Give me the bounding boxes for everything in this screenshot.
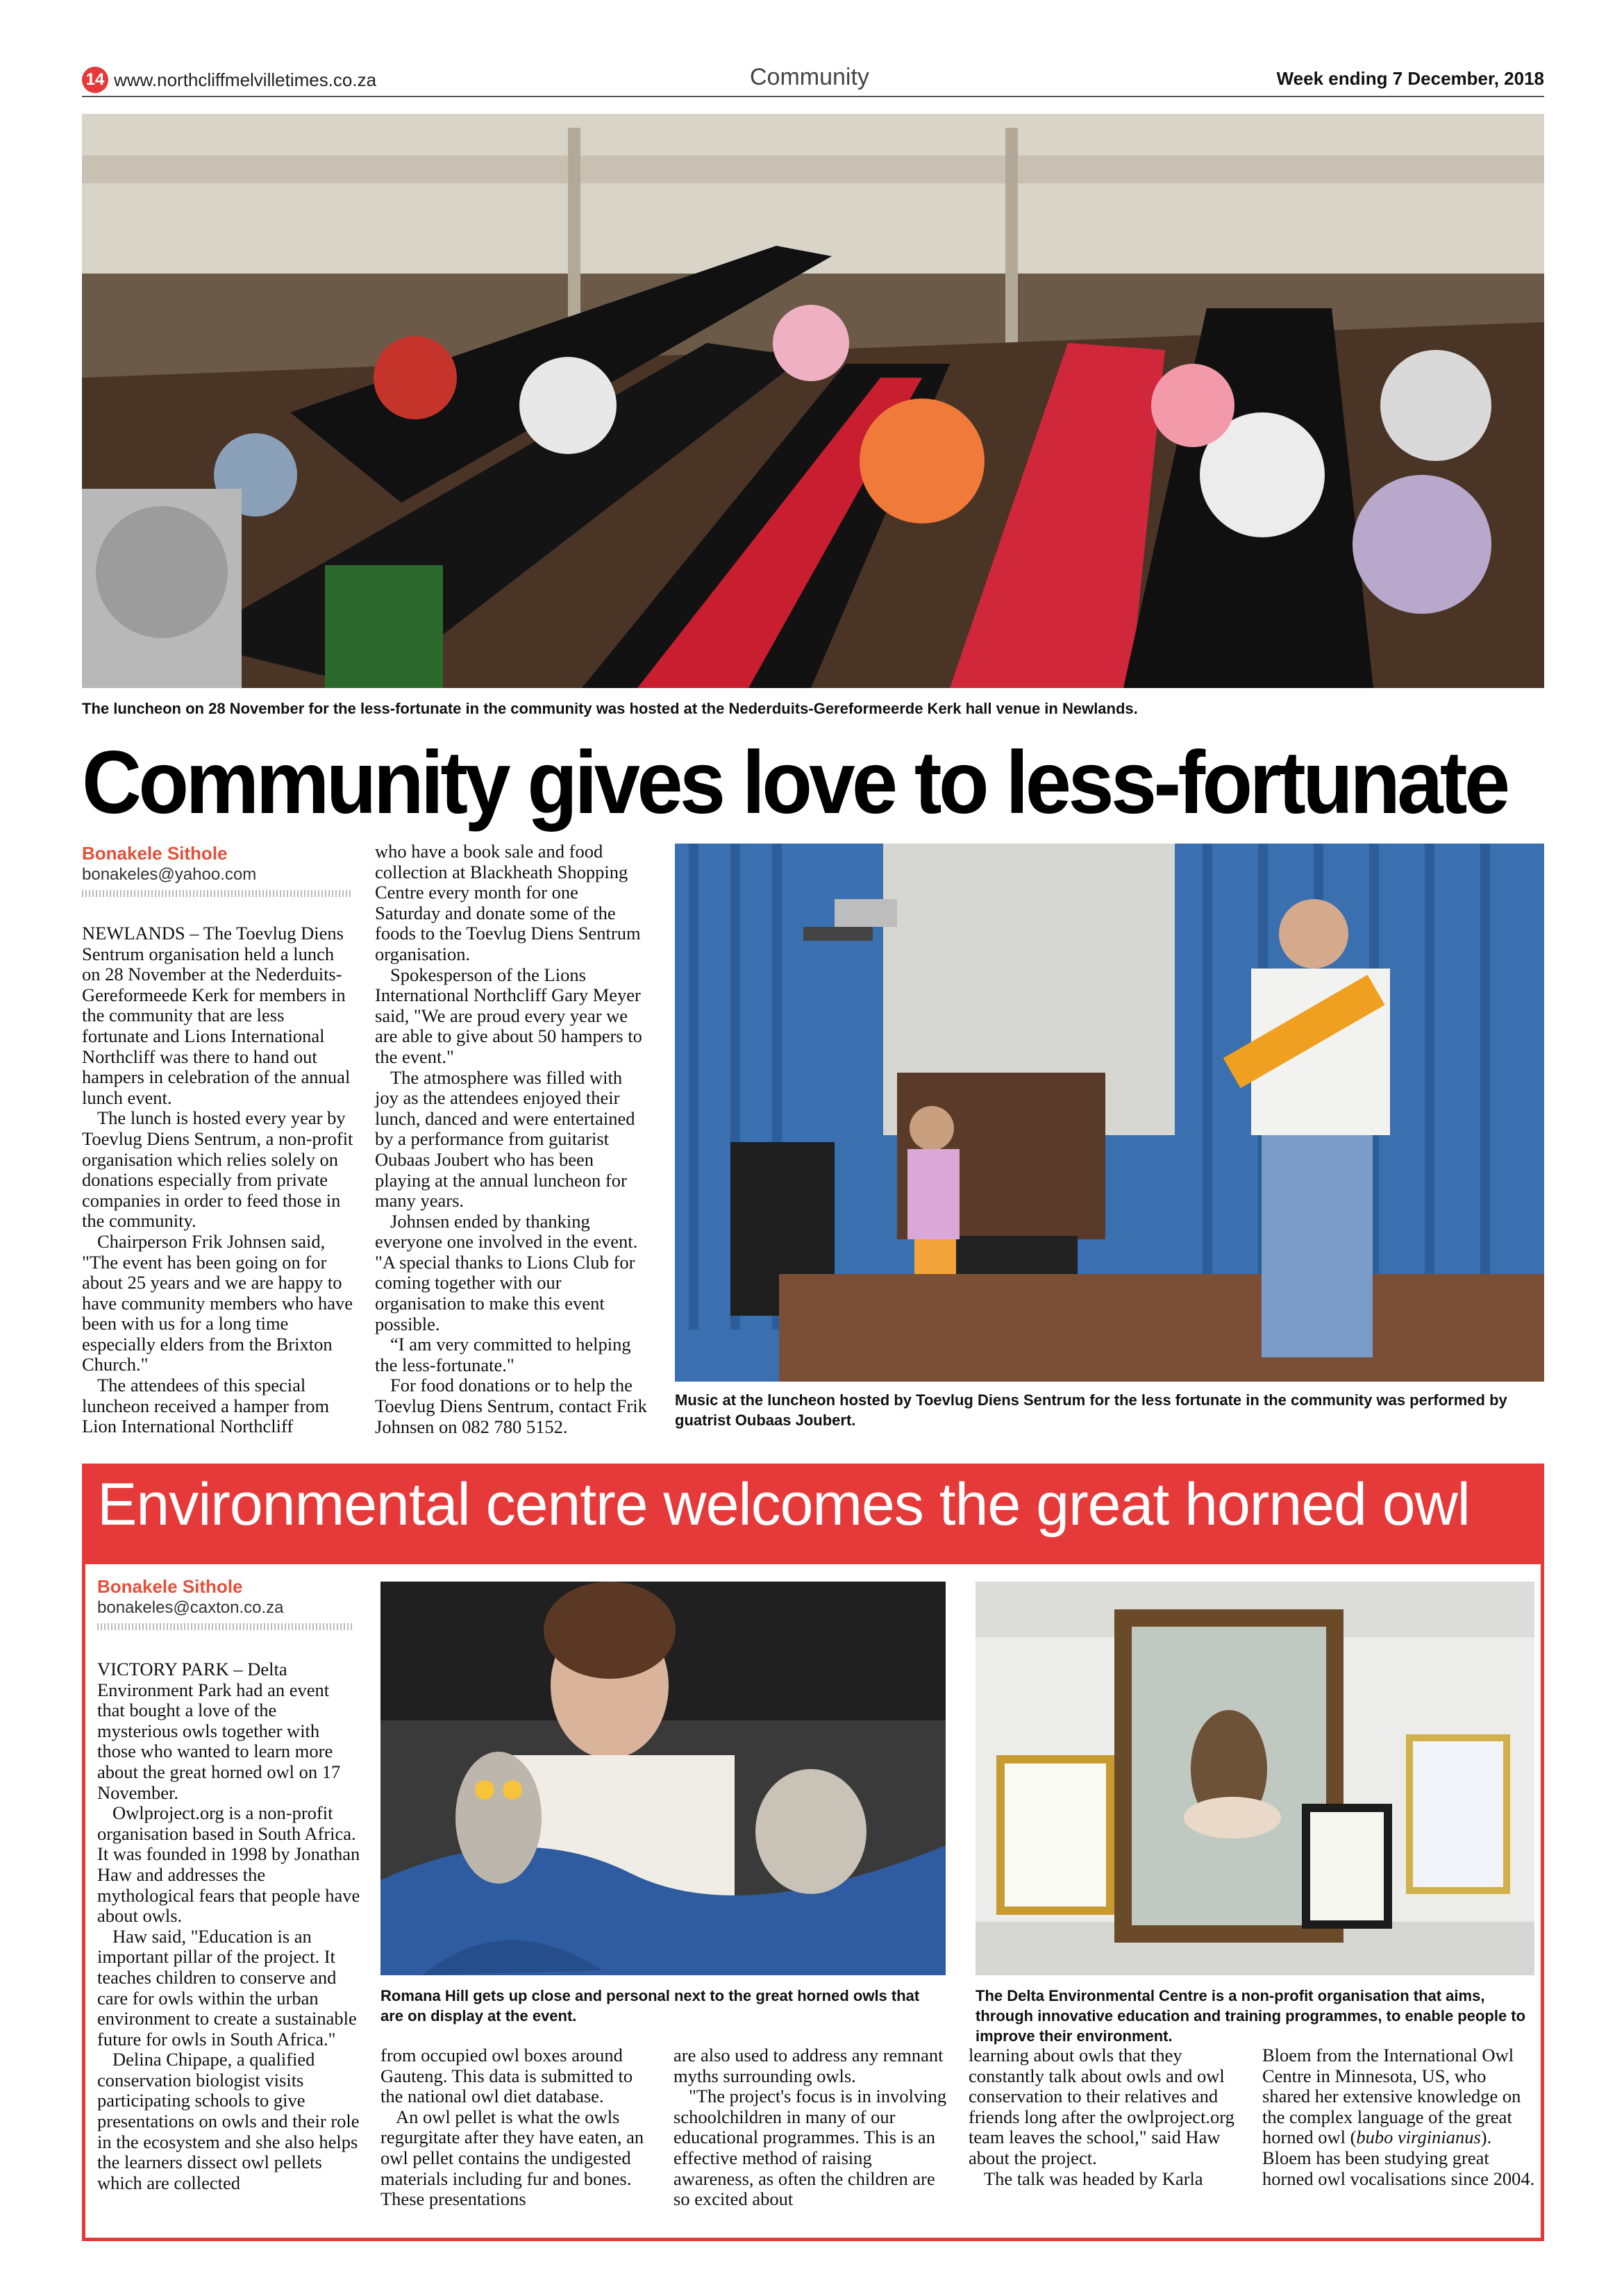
story2-byline-name: Bonakele Sithole (97, 1576, 243, 1597)
story1-col1-p3: Chairperson Frik Johnsen said, "The event has been going on for about 25 years and we are happy to have community members who have been with us for a long time especially elders from the Brixton Church." (82, 1230, 353, 1375)
story1-byline-divider (82, 890, 353, 897)
story2-col2-p1: from occupied owl boxes around Gauteng. This data is submitted to the national owl diet database. (380, 2045, 633, 2107)
story1-byline-name: Bonakele Sithole (82, 843, 228, 864)
story1-byline-email[interactable]: bonakeles@yahoo.com (82, 865, 257, 884)
story1-col2-p3: The atmosphere was filled with joy as the attendees enjoyed their lunch, danced and were entertained by a performance from guitarist Oubaas Joubert who has been playing at the annual luncheon for many years. (375, 1066, 635, 1212)
story2-column-4 (969, 2045, 1243, 2189)
header-rule (82, 96, 1544, 97)
music-photo (675, 844, 1544, 1382)
page-number-badge: 14 (82, 67, 108, 93)
story2-byline-email[interactable]: bonakeles@caxton.co.za (97, 1598, 284, 1617)
section-name: Community (750, 64, 869, 90)
story2-column-5 (1262, 2045, 1537, 2189)
story1-col2-p4: Johnsen ended by thanking everyone one involved in the event. "A special thanks to Lions Club for coming together with our organisation to make this event possible. (375, 1210, 638, 1334)
story1-col1-p2: The lunch is hosted every year by Toevlug Diens Sentrum, a non-profit organisation which relies solely on donations especially from private companies in order to feed those in the community. (82, 1107, 353, 1232)
story2-col4-p2: The talk was headed by Karla (984, 2168, 1203, 2189)
story2-col2-p2: An owl pellet is what the owls regurgitate after they have eaten, an owl pellet contains the undigested materials including fur and bones. These presentations (380, 2106, 644, 2210)
site-url[interactable]: www.northcliffmelvilletimes.co.za (114, 69, 377, 90)
issue-date: Week ending 7 December, 2018 (1276, 68, 1544, 89)
story2-byline-divider (97, 1623, 354, 1630)
story2-headline: Environmental centre welcomes the great horned owl (97, 1471, 1470, 1538)
music-photo-caption: Music at the luncheon hosted by Toevlug Diens Sentrum for the less fortunate in the community was performed by guatrist Oubaas Joubert. (675, 1391, 1507, 1429)
story1-col2-p5: “I am very committed to helping the less-fortunate." (375, 1334, 631, 1375)
story1-col1-p4: The attendees of this special luncheon received a hamper from Lion International Northcliff (82, 1375, 330, 1437)
story1-headline: Community gives love to less-fortunate (82, 733, 1507, 832)
story2-col1-p2: Owlproject.org is a non-profit organisation based in South Africa. It was founded in 1998 by Jonathan Haw and addresses the mythological fears that people have about owls. (97, 1802, 360, 1927)
story1-column-1 (82, 923, 354, 1437)
owl-photo (380, 1582, 946, 1975)
story2-col4-p1: learning about owls that they constantly talk about owls and owl conservation to their relatives and friends long after the owlproject.org team leaves the school," said Haw about the project. (969, 2045, 1234, 2168)
story2-column-3 (673, 2045, 948, 2210)
delta-centre-photo (976, 1582, 1534, 1975)
story1-col2-p1: who have a book sale and food collection at Blackheath Shopping Centre every month for one Saturday and donate some of the foods to the Toevlug Diens Sentrum organisation. (375, 841, 641, 964)
owl-photo-caption: Romana Hill gets up close and personal next to the great horned owls that are on display at the event. (380, 1987, 920, 2025)
story2-col5-text-b: ). Bloem has been studying great horned owl vocalisations since 2004. (1262, 2127, 1535, 2189)
luncheon-photo (82, 114, 1544, 688)
story2-col5-p1 (1262, 2045, 1537, 2189)
story2-column-1 (97, 1659, 361, 2193)
story2-col1-p3: Haw said, "Education is an important pillar of the project. It teaches children to conserve and care for owls within the urban environment to create a sustainable future for owls in South Africa." (97, 1925, 357, 2050)
story2-col3-p1: are also used to address any remnant myths surrounding owls. (673, 2045, 944, 2086)
story1-col2-p2: Spokesperson of the Lions International Northcliff Gary Meyer said, "We are proud every year we are able to give about 50 hampers to the event." (375, 964, 642, 1067)
story1-col2-p6: For food donations or to help the Toevlug Diens Sentrum, contact Frik Johnsen on 082 780 5152. (375, 1375, 647, 1437)
species-name: bubo virginianus (1356, 2127, 1481, 2148)
delta-centre-caption: The Delta Environmental Centre is a non-profit organisation that aims, through innovative education and training programmes, to enable people to improve their environment. (976, 1987, 1526, 2045)
story2-col1-p4: Delina Chipape, a qualified conservation biologist visits participating schools to give presentations on owls and their role in the ecosystem and she also helps the learners dissect owl pellets which are collected (97, 2049, 360, 2193)
story1-col1-p1: NEWLANDS – The Toevlug Diens Sentrum organisation held a lunch on 28 November at the Nederduits-Gereformeede Kerk for members in the community that are less fortunate and Lions International Northcliff was there to hand out hampers in celebration of the annual lunch event. (82, 923, 351, 1108)
story1-column-2 (375, 841, 647, 1437)
story2-col3-p2: "The project's focus is in involving schoolchildren in many of our educational programmes. This is an effective method of raising awareness, as often the children are so excited about (673, 2086, 947, 2210)
story2-col1-p1: VICTORY PARK – Delta Environment Park had an event that bought a love of the mysterious owls together with those who wanted to learn more about the great horned owl on 17 November. (97, 1659, 341, 1803)
story2-col5-text-a: Bloem from the International Owl Centre in Minnesota, US, who shared her extensive knowledge on the complex language of the great horned owl ( (1262, 2045, 1521, 2148)
story2-column-2 (380, 2045, 655, 2210)
luncheon-photo-caption: The luncheon on 28 November for the less-fortunate in the community was hosted at the Nederduits-Gereformeerde Kerk hall venue in Newlands. (82, 700, 1138, 717)
